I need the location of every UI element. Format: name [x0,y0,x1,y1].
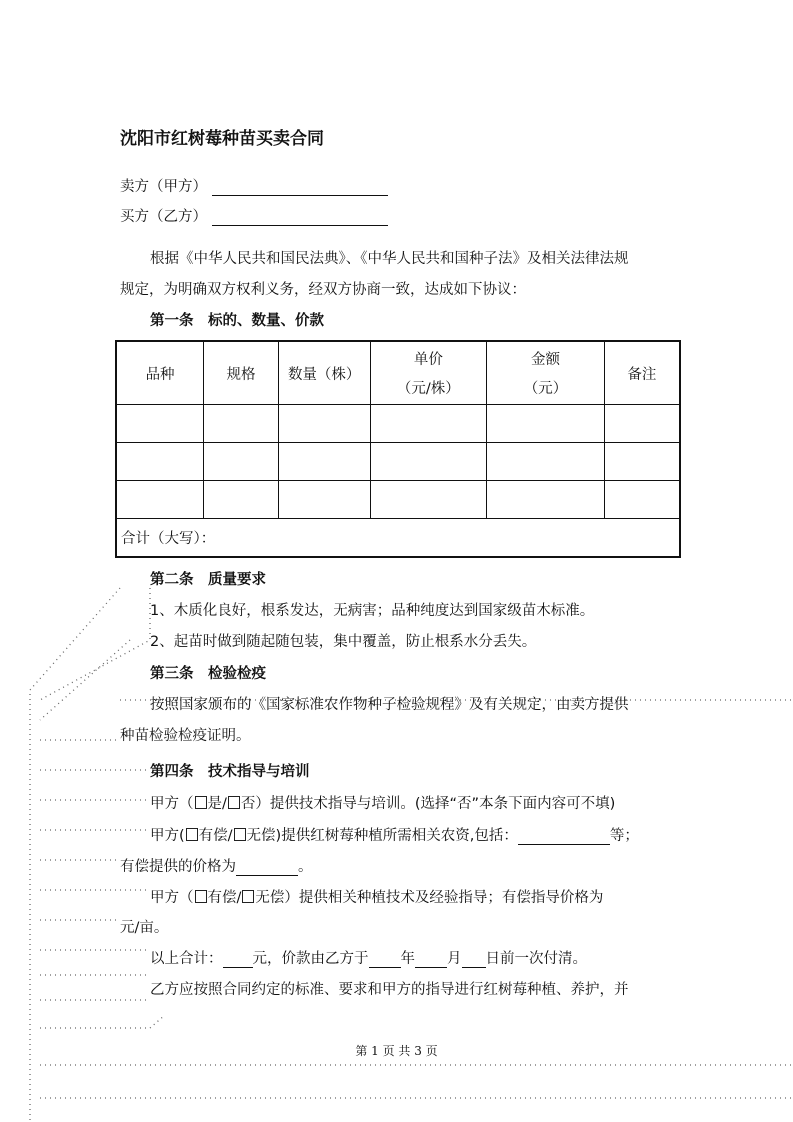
table-cell[interactable] [116,405,204,443]
intro-line-2: 规定，为明确双方权利义务，经双方协商一致，达成如下协议： [120,282,526,298]
article4-para-2-line-2: 有偿提供的价格为 。 [120,859,313,875]
article4-para-2: 甲方( 有偿/ 无偿)提供红树莓种植所需相关农资,包括： 等； [150,828,639,844]
table-cell[interactable] [278,481,370,519]
article2-heading: 第二条 质量要求 [150,571,266,588]
table-header-cell: 数量（株） [278,341,370,405]
table-cell[interactable] [116,481,204,519]
table-header-cell: 备注 [604,341,680,405]
table-cell[interactable] [278,405,370,443]
article2-item-2: 2、起苗时做到随起随包装，集中覆盖，防止根系水分丢失。 [150,634,537,650]
supplies-blank[interactable] [518,828,610,845]
table-cell[interactable] [604,481,680,519]
seller-label: 卖方（甲方） [120,179,207,195]
table-header-cell: 金额 （元） [487,341,605,405]
table-cell[interactable] [204,443,279,481]
day-blank[interactable] [462,951,486,968]
table-cell[interactable] [370,405,487,443]
goods-table [115,340,681,558]
article4-para-3-line-2: 元/亩。 [120,920,169,936]
article4-heading: 第四条 技术指导与培训 [150,763,310,780]
table-cell[interactable] [204,481,279,519]
dotted-path [40,640,130,720]
article4-para-3: 甲方（ 有偿/ 无偿）提供相关种植技术及经验指导；有偿指导价格为 [150,890,604,906]
paid-checkbox[interactable] [186,828,198,841]
no-checkbox[interactable] [228,796,240,809]
table-cell[interactable] [278,443,370,481]
article2-item-1: 1、木质化良好，根系发达，无病害；品种纯度达到国家级苗木标准。 [150,603,595,619]
article3-line-1: 按照国家颁布的《国家标准农作物种子检验规程》及有关规定，由卖方提供 [150,697,629,713]
table-total-row [116,519,680,558]
article4-para-1: 甲方（ 是/ 否）提供技术指导与培训。(选择“否”本条下面内容可不填) [150,796,616,812]
table-row [116,481,680,519]
table-header-cell: 规格 [204,341,279,405]
dotted-path [40,1015,165,1028]
intro-line-1: 根据《中华人民共和国民法典》、《中华人民共和国种子法》及相关法律法规 [150,251,629,267]
buyer-label: 买方（乙方） [120,209,207,225]
table-row [116,443,680,481]
supplies-price-blank[interactable] [236,859,298,876]
article4-para-5: 乙方应按照合同约定的标准、要求和甲方的指导进行红树莓种植、养护，并 [150,982,629,998]
table-cell[interactable] [487,481,605,519]
seller-blank[interactable] [212,179,388,196]
guidance-paid-checkbox[interactable] [195,890,207,903]
article4-para-4: 以上合计： 元，价款由乙方于 年 月 日前一次付清。 [150,951,587,967]
dotted-path [40,588,150,700]
contract-title: 沈阳市红树莓种苗买卖合同 [120,129,324,149]
free-checkbox[interactable] [234,828,246,841]
month-blank[interactable] [415,951,447,968]
table-cell[interactable] [487,405,605,443]
article3-line-2: 种苗检验检疫证明。 [120,728,251,744]
table-header-cell: 品种 [116,341,204,405]
table-cell[interactable] [604,405,680,443]
table-cell[interactable] [370,443,487,481]
table-header-cell: 单价 （元/株） [370,341,487,405]
article1-heading: 第一条 标的、数量、价款 [150,312,324,329]
guidance-free-checkbox[interactable] [242,890,254,903]
table-cell[interactable] [487,443,605,481]
total-cell[interactable]: 合计（大写）： [116,519,680,558]
table-cell[interactable] [116,443,204,481]
yes-checkbox[interactable] [195,796,207,809]
seller-row [120,175,388,196]
article3-heading: 第三条 检验检疫 [150,665,266,682]
table-cell[interactable] [370,481,487,519]
total-amount-blank[interactable] [223,951,253,968]
buyer-row [120,205,388,226]
buyer-blank[interactable] [212,209,388,226]
table-header-row [116,341,680,405]
table-cell[interactable] [204,405,279,443]
table-row [116,405,680,443]
year-blank[interactable] [369,951,401,968]
page-footer: 第 1 页 共 3 页 [355,1044,438,1058]
table-cell[interactable] [604,443,680,481]
